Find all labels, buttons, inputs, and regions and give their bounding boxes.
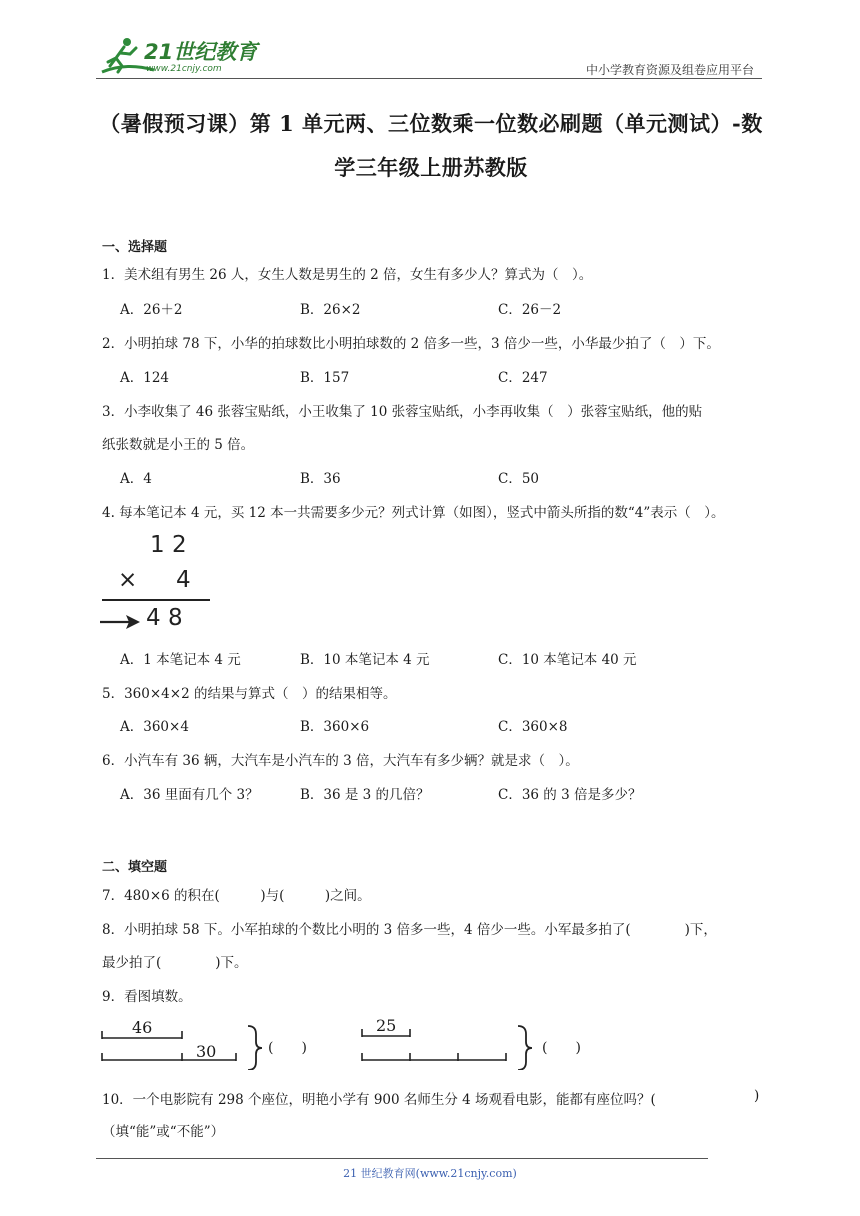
- question-9: 9．看图填数。: [102, 989, 192, 1005]
- q2-option-c: C．247: [498, 370, 548, 386]
- q2-option-b: B．157: [300, 370, 350, 386]
- arrow-right-icon: [100, 614, 140, 630]
- segment-label-46: 46: [132, 1018, 153, 1037]
- logo-text: 21世纪教育: [144, 40, 258, 64]
- multiplier: 4: [176, 567, 191, 593]
- question-4: 4. 每本笔记本 4 元，买 12 本一共需要多少元？列式计算（如图），竖式中箭头所指的数“4”表示（ ）。: [102, 505, 725, 521]
- question-10-cont: （填“能”或“不能”）: [102, 1124, 225, 1140]
- segment-diagram: [96, 1014, 616, 1070]
- q6-option-b: B．36 是 3 的几倍？: [300, 787, 430, 803]
- q3-option-a: A．4: [120, 471, 152, 487]
- question-6: 6．小汽车有 36 辆，大汽车是小汽车的 3 倍，大汽车有多少辆？就是求（ ）。: [102, 753, 579, 769]
- q1-option-c: C．26－2: [498, 302, 562, 318]
- q6-option-c: C．36 的 3 倍是多少？: [498, 787, 642, 803]
- q2-option-a: A．124: [120, 370, 170, 386]
- segment-lines: [96, 1014, 616, 1070]
- page-title-line2: 学三年级上册苏教版: [334, 155, 528, 180]
- logo-url: www.21cnjy.com: [146, 64, 222, 74]
- logo: [96, 34, 258, 78]
- footer-rule: [96, 1158, 708, 1159]
- q5-option-b: B．360×6: [300, 719, 370, 735]
- page-title-line1: （暑假预习课）第 1 单元两、三位数乘一位数必刷题（单元测试）-数: [99, 111, 763, 136]
- question-10-close-paren: ): [754, 1088, 760, 1104]
- q4-option-c: C．10 本笔记本 40 元: [498, 652, 637, 668]
- q5-option-c: C．360×8: [498, 719, 568, 735]
- q6-option-a: A．36 里面有几个 3？: [120, 787, 259, 803]
- answer-blank-right: ( ): [542, 1040, 581, 1056]
- vertical-multiplication-figure: [98, 530, 218, 635]
- q3-option-b: B．36: [300, 471, 341, 487]
- section-heading-fill: 二、填空题: [102, 860, 168, 875]
- q4-option-a: A．1 本笔记本 4 元: [120, 652, 241, 668]
- q1-option-a: A．26＋2: [120, 302, 183, 318]
- question-8: 8．小明拍球 58 下。小军拍球的个数比小明的 3 倍多一些，4 倍少一些。小军最多拍了( )下，: [102, 922, 717, 938]
- segment-label-25: 25: [376, 1016, 397, 1035]
- q3-option-c: C．50: [498, 471, 540, 487]
- question-1: 1．美术组有男生 26 人，女生人数是男生的 2 倍，女生有多少人？算式为（ ）。: [102, 267, 593, 283]
- multiplicand: 1 2: [150, 532, 187, 558]
- question-3: 3．小李收集了 46 张蓉宝贴纸，小王收集了 10 张蓉宝贴纸，小李再收集（ ）张蓉宝贴纸，他的贴: [102, 404, 703, 420]
- q1-option-b: B．26×2: [300, 302, 361, 318]
- segment-label-30: 30: [196, 1042, 217, 1061]
- question-2: 2．小明拍球 78 下，小华的拍球数比小明拍球数的 2 倍多一些，3 倍少一些，小华最少拍了（ ）下。: [102, 336, 720, 352]
- section-heading-choice: 一、选择题: [102, 240, 168, 255]
- product: 4 8: [146, 605, 183, 631]
- q4-option-b: B．10 本笔记本 4 元: [300, 652, 430, 668]
- multiply-sign: ×: [118, 567, 138, 593]
- question-5: 5．360×4×2 的结果与算式（ ）的结果相等。: [102, 686, 397, 702]
- platform-name: 中小学教育资源及组卷应用平台: [585, 63, 754, 77]
- footer-text: 21 世纪教育网(www.21cnjy.com): [343, 1167, 517, 1180]
- vertical-calc-line: [102, 599, 210, 601]
- question-10: 10．一个电影院有 298 个座位，明艳小学有 900 名师生分 4 场观看电影，能都有座位吗？(: [102, 1092, 656, 1108]
- q5-option-a: A．360×4: [120, 719, 189, 735]
- question-8-cont: 最少拍了( )下。: [102, 955, 248, 971]
- question-7: 7．480×6 的积在( )与( )之间。: [102, 888, 371, 904]
- header-rule: [96, 78, 762, 79]
- answer-blank-left: ( ): [268, 1040, 307, 1056]
- question-3-cont: 纸张数就是小王的 5 倍。: [102, 437, 255, 453]
